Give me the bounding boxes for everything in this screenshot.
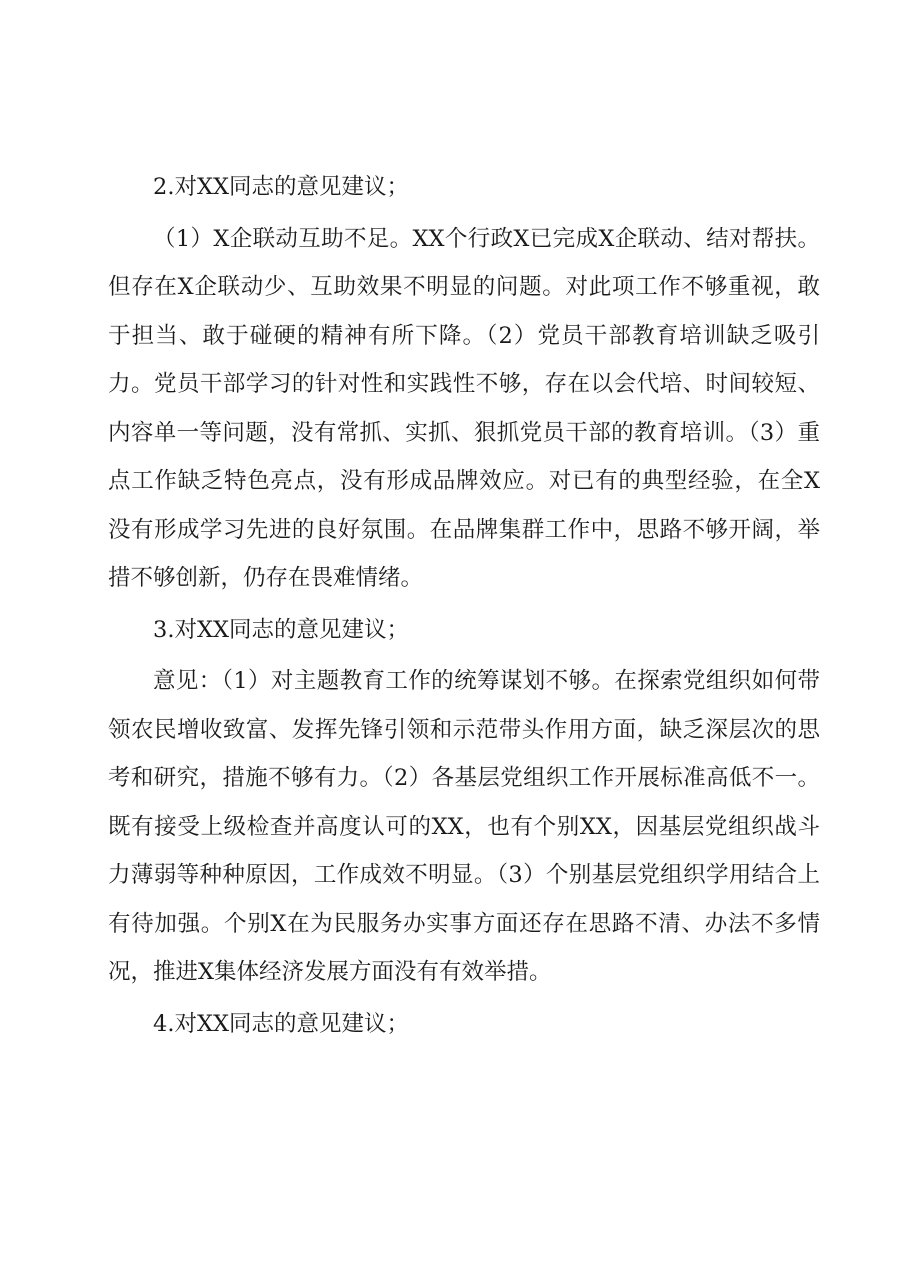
paragraph-opinions-3: 意见：（1）对主题教育工作的统筹谋划不够。在探索党组织如何带领农民增收致富、发挥先锋引领和示范带头作用方面，缺乏深层次的思考和研究，措施不够有力。（2）各基层党组织工作开展标准高低不一。既有接受上级检查并高度认可的XX，也有个别XX，因基层党组织战斗力薄弱等种种原因，工作成效不明显。（3）个别基层党组织学用结合上有待加强。个别X在为民服务办实事方面还存在思路不清、办法不多情况，推进X集体经济发展方面没有有效举措。 xyxy=(108,668,820,985)
section-heading-2: 2.对XX同志的意见建议； xyxy=(153,174,410,200)
document-body xyxy=(108,163,820,1048)
paragraph-opinions-2: （1）X企联动互助不足。XX个行政X已完成X企联动、结对帮扶。但存在X企联动少、互助效果不明显的问题。对此项工作不够重视，敢于担当、敢于碰硬的精神有所下降。（2）党员干部教育培训缺乏吸引力。党员干部学习的针对性和实践性不够，存在以会代培、时间较短、内容单一等问题，没有常抓、实抓、狠抓党员干部的教育培训。（3）重点工作缺乏特色亮点，没有形成品牌效应。对已有的典型经验，在全X没有形成学习先进的良好氛围。在品牌集群工作中，思路不够开阔，举措不够创新，仍存在畏难情绪。 xyxy=(108,225,820,591)
section-heading-4: 4.对XX同志的意见建议； xyxy=(153,1010,410,1037)
section-heading-3: 3.对XX同志的意见建议； xyxy=(153,616,410,643)
